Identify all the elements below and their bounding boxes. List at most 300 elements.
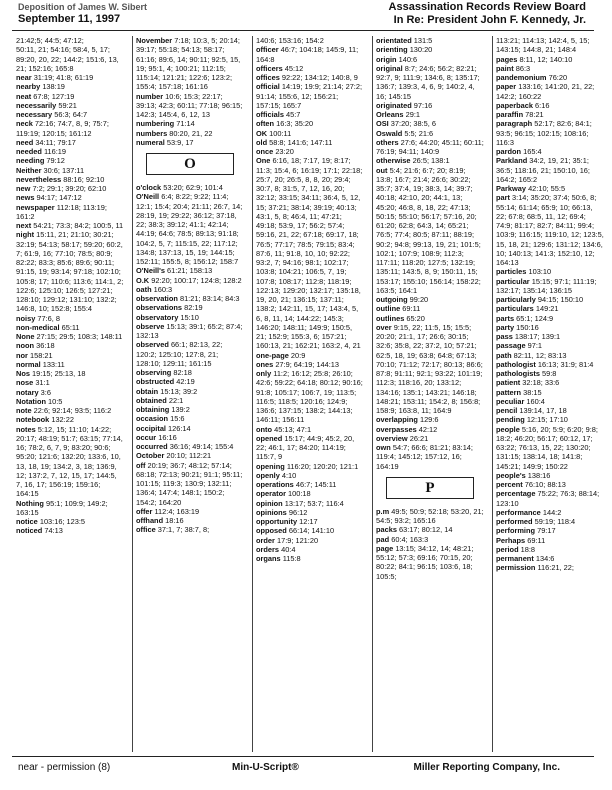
index-entry xyxy=(136,525,244,534)
index-word: O'Neill xyxy=(136,192,160,202)
index-entry xyxy=(256,73,364,82)
index-entry xyxy=(376,64,484,101)
index-entry xyxy=(496,119,604,147)
index-entry xyxy=(496,554,604,563)
index-entry xyxy=(496,314,604,323)
index-column-2 xyxy=(136,36,244,750)
page-line-refs: 97:16 xyxy=(413,100,433,110)
page-line-refs: 82:19 xyxy=(184,303,203,313)
index-word: opposed xyxy=(256,526,287,536)
index-word: noisy xyxy=(16,313,36,323)
index-word: particularly xyxy=(496,295,536,304)
page-line-refs: 65:1; 124:9 xyxy=(516,313,554,323)
index-word: packs xyxy=(376,525,397,535)
index-entry xyxy=(16,184,124,193)
page-line-refs: 7:2; 29:1; 39:20; 62:10 xyxy=(32,184,107,193)
index-word: note xyxy=(16,406,32,415)
index-entry xyxy=(376,507,484,526)
column-divider xyxy=(252,36,253,752)
page-line-refs: 14:19; 19:9; 21:14; 27:2; 91:14; 155:6, 12; 156:21; 157:15; 165:7 xyxy=(256,82,363,110)
page-line-refs: 130:20 xyxy=(409,45,433,55)
index-entry xyxy=(376,110,484,119)
page-line-refs: 63:17; 80:12, 14 xyxy=(399,525,453,535)
index-word: orienting xyxy=(376,45,408,55)
index-word: old xyxy=(256,137,268,147)
index-word: occipital xyxy=(136,423,166,433)
index-entry xyxy=(136,377,244,386)
page-line-refs: 16:13; 31:9; 81:4 xyxy=(537,359,594,369)
index-word: out xyxy=(376,165,388,175)
index-entry xyxy=(136,294,244,303)
index-entry xyxy=(376,425,484,434)
header-rule xyxy=(12,30,594,31)
page-line-refs: 7:18; 10:3, 5; 20:14; 39:17; 55:18; 54:13; 58:17; 61:16; 89:6, 14; 90:11; 92:5, 15, 19; 95:1, 4; 100:21; 112:15; 115:14; 121:21; 122:6; 123:2; 155:4; 157:18; 161:16 xyxy=(136,36,241,92)
index-word: obtain xyxy=(136,386,159,396)
page-line-refs: 15:15; 97:1; 111:19; 132:17; 135:14; 136:15 xyxy=(496,276,597,295)
page-line-refs: 8:11, 12; 140:10 xyxy=(519,54,573,64)
index-word: office xyxy=(136,525,156,535)
column-divider xyxy=(372,36,373,752)
index-word: outline xyxy=(376,304,401,314)
index-entry xyxy=(376,129,484,138)
index-word: Nothing xyxy=(16,498,44,508)
page-line-refs: 59:19; 118:4 xyxy=(534,517,576,526)
index-word: party xyxy=(496,322,515,332)
index-word: paraffin xyxy=(496,110,524,119)
index-entry xyxy=(496,397,604,406)
index-word: patient xyxy=(496,378,521,388)
index-word: officers xyxy=(256,63,283,73)
index-word: observatory xyxy=(136,312,179,322)
index-word: normal xyxy=(16,359,41,369)
page-line-refs: 6:4; 8:22; 9:22; 11:4; 12:1; 15:4; 20:4; 21:11; 26:7, 14; 28:19, 19; 29:22; 36:12; 37:18, 22; 38:3; 39:12; 41:1; 42:14; 44:19; 64:6; 78:5; 89:13; 91:18; 104:2, 5, 7; 115:15, 22; 117:12; 134:8; 137:13, 15, 19; 144:15; 152:11; 155:5, 8; 156:12; 158:7 xyxy=(136,192,243,266)
page-line-refs: 97:1 xyxy=(527,341,543,351)
footer-rule xyxy=(12,756,594,757)
page-line-refs: 66:1; 82:13, 22; 120:2; 125:10; 127:8, 21; 128:10; 129:11; 161:15 xyxy=(136,340,223,368)
index-entry xyxy=(496,406,604,415)
page-line-refs: 49:5; 50:9; 52:18; 53:20, 21; 54:5; 93:2; 165:16 xyxy=(376,506,484,525)
index-word: once xyxy=(256,147,274,156)
index-word: opinions xyxy=(256,507,287,517)
index-entry xyxy=(16,397,124,406)
index-entry xyxy=(256,536,364,545)
page-line-refs: 140:6 xyxy=(398,54,418,64)
index-entry xyxy=(376,535,484,544)
index-word: performance xyxy=(496,507,541,517)
index-entry xyxy=(256,462,364,471)
index-entry xyxy=(136,129,244,138)
page-line-refs: 34:11; 79:17 xyxy=(35,137,76,147)
page-line-refs: 26:5; 138:1 xyxy=(412,156,450,166)
index-entry xyxy=(256,471,364,480)
index-word: occasion xyxy=(136,414,169,424)
page-line-refs: 92:22; 134:12; 140:8, 9 xyxy=(281,73,358,82)
index-word: pandemonium xyxy=(496,73,547,82)
index-entry xyxy=(496,489,604,508)
column-divider xyxy=(132,36,133,752)
index-word: number xyxy=(136,91,164,101)
index-entry xyxy=(496,323,604,332)
index-word: order xyxy=(256,535,275,545)
page-line-refs: 53:20; 62:9; 101:4 xyxy=(163,183,223,192)
page-line-refs: 5:16, 20; 5:9; 6:20; 9:8; 18:2; 46:20; 56:17; 60:12, 17; 63:22; 76:13, 15, 22; 130:20; 131:15; 138:14, 18; 141:8; 145:21; 149:9; 150:22 xyxy=(496,424,598,471)
software-brand: Min-U-Script® xyxy=(232,762,299,773)
index-word: obstructed xyxy=(136,377,175,387)
index-word: pattern xyxy=(496,387,522,397)
page-line-refs: 75:22; 76:3; 88:14; 123:10 xyxy=(496,489,600,508)
page-line-refs: 160:3 xyxy=(153,284,173,294)
page-line-refs: 27:6; 44:20; 45:11; 60:11; 76:19; 94:11; 140:9 xyxy=(376,137,484,156)
index-word: necessary xyxy=(16,110,53,119)
page-line-refs: 160:4 xyxy=(526,396,545,406)
index-word: observations xyxy=(136,303,183,313)
index-entry xyxy=(496,471,604,480)
index-word: overpasses xyxy=(376,424,417,434)
index-entry xyxy=(16,351,124,360)
page-line-refs: 31:19; 41:8; 61:19 xyxy=(33,73,94,82)
index-entry xyxy=(16,499,124,518)
page-line-refs: 138:17; 139:1 xyxy=(514,332,561,341)
column-divider xyxy=(492,36,493,752)
index-entry xyxy=(496,156,604,184)
index-word: offices xyxy=(256,73,280,82)
index-entry xyxy=(496,369,604,378)
page-line-refs: 134:6 xyxy=(535,554,555,563)
index-entry xyxy=(376,55,484,64)
index-word: originated xyxy=(376,100,412,110)
index-word: nearby xyxy=(16,82,41,92)
index-entry xyxy=(136,138,244,147)
page-line-refs: 112:4; 163:19 xyxy=(154,506,200,516)
index-word: None xyxy=(16,332,35,341)
page-line-refs: 36:18 xyxy=(36,341,55,351)
index-word: nevertheless xyxy=(16,174,62,184)
index-entry xyxy=(136,119,244,128)
index-word: particulars xyxy=(496,304,534,314)
index-entry xyxy=(16,45,124,73)
index-word: original xyxy=(376,63,403,73)
index-word: numeral xyxy=(136,137,165,147)
index-entry xyxy=(256,360,364,369)
page-line-refs: 133:16; 141:20, 21, 22; 142:2; 160:22 xyxy=(496,82,595,101)
index-entry xyxy=(496,480,604,489)
index-entry xyxy=(16,147,124,156)
index-word: needed xyxy=(16,147,42,156)
page-line-refs: 76:10; 88:13 xyxy=(524,480,566,489)
index-entry xyxy=(496,295,604,304)
index-entry xyxy=(256,64,364,73)
index-word: necessarily xyxy=(16,100,57,110)
index-word: November xyxy=(136,36,173,45)
page-line-refs: 103:10 xyxy=(528,267,552,277)
index-entry xyxy=(136,285,244,294)
page-line-refs: 76:20 xyxy=(548,73,568,82)
index-entry xyxy=(256,369,364,425)
page-line-refs: 94:15; 150:10 xyxy=(537,295,584,304)
index-entry xyxy=(136,368,244,377)
page-line-refs: 18:8 xyxy=(520,544,536,554)
index-word: over xyxy=(376,322,392,332)
page-line-refs: 86:3 xyxy=(515,63,531,73)
index-entry xyxy=(256,489,364,498)
index-entry xyxy=(16,73,124,82)
index-word: page xyxy=(376,543,394,553)
page-line-refs: 30:6; 137:11 xyxy=(43,165,85,175)
index-entry xyxy=(496,82,604,101)
index-entry xyxy=(496,508,604,517)
index-word: pad xyxy=(376,534,390,544)
index-word: openly xyxy=(256,470,280,480)
index-entry xyxy=(496,184,604,193)
index-word: pass xyxy=(496,332,513,341)
index-word: noticed xyxy=(16,526,43,536)
index-word: permanent xyxy=(496,554,534,563)
page-line-refs: 23:20 xyxy=(275,147,294,156)
deposition-date: September 11, 1997 xyxy=(18,13,121,25)
page-line-refs: 15:6 xyxy=(170,414,185,424)
page-line-refs: 61:21; 158:13 xyxy=(167,266,213,276)
page-line-refs: 37:20; 38:5, 6 xyxy=(390,119,436,129)
index-entry xyxy=(496,110,604,119)
index-entry xyxy=(256,425,364,434)
page-line-refs: 53:9, 17 xyxy=(166,137,194,147)
page-line-refs: 144:2 xyxy=(542,507,562,517)
page-line-refs: 69:11 xyxy=(402,304,421,314)
page-line-refs: 3:6 xyxy=(40,387,51,397)
index-entry xyxy=(16,203,124,222)
index-word: offer xyxy=(136,506,153,516)
page-line-refs: 158:21 xyxy=(29,350,53,360)
page-line-refs: 9:15, 22; 11:5, 15; 15:5; 20:20; 21:1, 17; 26:6; 30:15; 32:6; 35:8, 22; 37:2, 10; 57:21; 62:5, 18, 19; 63:8; 64:8; 67:13; 70:10; 71:12; 72:17; 80:13; 86:6; 87:8; 91:11; 92:1; 93:22; 101:19; 112:3; 118:16, 20; 133:12; 134:16; 135:1; 143:21; 146:18; 148:21; 153:11; 154:2, 8; 156:8; 158:9; 163:8, 11; 164:9 xyxy=(376,322,483,415)
index-word: neck xyxy=(16,119,33,129)
index-entry xyxy=(496,101,604,110)
index-word: paint xyxy=(496,63,514,73)
index-column-5 xyxy=(496,36,604,750)
index-entry xyxy=(16,314,124,323)
index-entry xyxy=(136,266,244,275)
index-entry xyxy=(16,110,124,119)
index-entry xyxy=(256,526,364,535)
index-entry xyxy=(16,166,124,175)
index-word: parts xyxy=(496,313,515,323)
index-word: particular xyxy=(496,276,530,286)
page-line-refs: 79:17 xyxy=(537,526,556,536)
index-column-4 xyxy=(376,36,484,750)
index-word: opening xyxy=(256,461,285,471)
page-line-refs: 8:7; 24:6; 56:2; 82:21; 92:7, 9; 111:9; 134:6, 8; 135:17; 136:7; 139:3, 4, 6, 9; 140:2, 4, 16; 145:15 xyxy=(376,63,480,101)
index-word: Perhaps xyxy=(496,535,526,545)
index-word: opened xyxy=(256,433,283,443)
page-line-refs: 54:21; 73:3; 84:2; 100:5, 11 xyxy=(33,221,124,230)
index-word: near xyxy=(16,73,32,82)
index-word: pathologist xyxy=(496,359,536,369)
page-line-refs: 60:4; 163:3 xyxy=(391,534,429,544)
index-entry xyxy=(16,119,124,138)
page-line-refs: 69:11 xyxy=(527,535,546,545)
page-line-refs: 132:22 xyxy=(51,415,74,425)
index-word: night xyxy=(16,230,35,240)
page-line-refs: 92:20; 100:17; 124:8; 128:2 xyxy=(151,275,242,285)
page-line-refs: 113:21; 114:13; 142:4, 5, 15; 143:15; 144:8, 21; 148:4 xyxy=(496,36,590,55)
index-entry xyxy=(496,388,604,397)
page-line-refs: 165:4 xyxy=(523,147,542,156)
index-entry xyxy=(16,369,124,378)
index-entry xyxy=(376,45,484,54)
index-entry xyxy=(16,323,124,332)
page-line-refs: 22:1 xyxy=(168,395,184,405)
page-line-refs: 100:11 xyxy=(269,128,292,138)
index-word: Notation xyxy=(16,396,46,406)
index-entry xyxy=(496,64,604,73)
index-entry xyxy=(256,480,364,489)
index-word: need xyxy=(16,137,34,147)
index-entry xyxy=(16,92,124,101)
index-column-3 xyxy=(256,36,364,750)
page-line-refs: 18:16 xyxy=(165,516,184,525)
page-line-refs: 4:10 xyxy=(281,470,297,480)
page-line-refs: 17:9; 121:20 xyxy=(276,535,319,545)
index-word: otherwise xyxy=(376,156,411,166)
index-word: needing xyxy=(16,156,45,166)
index-entry xyxy=(136,192,244,266)
page-line-refs: 5:5; 21:6 xyxy=(404,128,434,138)
index-entry xyxy=(256,45,364,64)
page-line-refs: 116:21, 22; xyxy=(537,563,574,573)
page-line-refs: 139:2 xyxy=(171,405,190,414)
index-word: opinion xyxy=(256,498,283,508)
page-line-refs: 37:1, 7; 38:7, 8; xyxy=(157,525,210,535)
index-word: Orleans xyxy=(376,110,404,119)
index-entry xyxy=(256,129,364,138)
index-entry xyxy=(376,544,484,581)
page-line-refs: 50:11, 21; 54:16; 58:4, 5, 17; 89:20, 20, 22; 144:2; 151:6, 13, 21; 152:16; 165:8 xyxy=(16,45,119,73)
page-line-refs: 79:12 xyxy=(46,156,65,166)
page-line-refs: 15:10 xyxy=(180,312,199,322)
index-word: observing xyxy=(136,368,172,377)
index-word: overview xyxy=(376,433,408,443)
page-line-refs: 11:2; 16:12; 25:8; 26:10; 42:6; 59:22; 64:18; 80:12; 90:16; 91:8; 105:17; 106:7, 19; 113:5; 116:5; 118:5; 120:16; 124:9; 136:6; 137:15; 138:2; 144:13; 146:11; 156:11 xyxy=(256,369,363,425)
index-entry xyxy=(16,388,124,397)
index-word: o'clock xyxy=(136,183,162,192)
page-line-refs: 46:7; 104:18; 145:9, 11; 164:8 xyxy=(256,45,359,64)
index-entry xyxy=(136,396,244,405)
page-line-refs: 94:17; 147:12 xyxy=(36,193,82,203)
index-word: notes xyxy=(16,424,36,434)
page-line-refs: 56:3; 64:7 xyxy=(54,110,88,119)
page-line-refs: 88:16; 92:10 xyxy=(63,174,105,184)
page-line-refs: 16:16 xyxy=(158,432,177,442)
page-line-refs: 13:17; 53:7; 116:4 xyxy=(284,498,344,508)
index-entry xyxy=(16,36,124,45)
case-title: In Re: President John F. Kennedy, Jr. xyxy=(393,14,586,26)
index-word: Nos xyxy=(16,369,30,378)
index-entry xyxy=(136,451,244,460)
index-word: numbers xyxy=(136,128,168,138)
page-line-refs: 54:7; 66:6; 81:21; 83:14; 119:4; 145:12; 157:12, 16; 164:19 xyxy=(376,443,473,471)
page-line-refs: 12:15; 17:10 xyxy=(526,415,568,425)
index-word: observed xyxy=(136,340,169,350)
index-entry xyxy=(136,340,244,368)
index-entry xyxy=(376,304,484,313)
index-word: operations xyxy=(256,480,294,489)
index-entry xyxy=(16,138,124,147)
index-entry xyxy=(136,516,244,525)
index-entry xyxy=(496,341,604,350)
index-entry xyxy=(496,73,604,82)
index-word: observation xyxy=(136,294,178,303)
index-word: OK xyxy=(256,128,268,138)
index-entry xyxy=(496,55,604,64)
page-line-refs: 99:20 xyxy=(409,295,429,304)
page-line-refs: 10:6; 15:3; 22:17; 39:13; 42:3; 60:11; 77:18; 96:15; 142:3; 145:4, 6, 12, 13 xyxy=(136,91,243,119)
page-line-refs: 42:19 xyxy=(176,377,195,387)
index-entry xyxy=(16,230,124,313)
page-line-refs: 40:4 xyxy=(281,544,296,554)
index-word: Neither xyxy=(16,165,42,175)
index-entry xyxy=(496,351,604,360)
page-line-refs: 65:11 xyxy=(61,322,80,332)
page-line-refs: 42:10; 55:5 xyxy=(528,184,566,193)
page-line-refs: 80:20, 21, 22 xyxy=(169,128,213,138)
index-entry xyxy=(136,433,244,442)
index-entry xyxy=(16,378,124,387)
page-line-refs: 138:16 xyxy=(527,470,551,480)
index-entry xyxy=(16,193,124,202)
index-entry xyxy=(256,147,364,156)
index-word: one-page xyxy=(256,350,289,360)
page-line-refs: 131:5 xyxy=(413,36,433,45)
index-entry xyxy=(136,405,244,414)
page-line-refs: 129:6 xyxy=(419,415,439,425)
index-word: notice xyxy=(16,517,38,526)
index-word: pages xyxy=(496,54,518,64)
page-line-refs: 5:12, 15; 11:10; 14:22; 20:17; 48:19; 51:7; 63:15; 77:14, 16; 78:2, 6, 7, 9; 83:20; 90:6; 95:20; 121:6; 132:20; 133:6, 10, 13, 18, 19; 134:2, 3, 18; 136:9, 12; 137:2, 7, 12, 15, 17; 144:5, 7, 16, 17; 156:19; 159:16; 164:15 xyxy=(16,424,123,499)
page-line-refs: 150:16 xyxy=(516,322,539,332)
index-word: officials xyxy=(256,110,284,119)
index-word: often xyxy=(256,119,275,129)
deponent-line: Deposition of James W. Sibert xyxy=(18,2,148,12)
index-entry xyxy=(136,461,244,507)
index-word: onto xyxy=(256,424,273,434)
index-entry xyxy=(16,425,124,499)
index-word: origin xyxy=(376,54,397,64)
index-entry xyxy=(376,443,484,471)
index-column-1 xyxy=(16,36,124,750)
index-entry xyxy=(16,82,124,91)
index-word: offhand xyxy=(136,516,164,525)
index-entry xyxy=(16,406,124,415)
index-entry xyxy=(16,156,124,165)
index-entry xyxy=(496,147,604,156)
index-word: obtaining xyxy=(136,405,170,414)
index-word: pencil xyxy=(496,406,518,415)
index-word: outlines xyxy=(376,313,405,323)
page-line-refs: 100:18 xyxy=(288,489,311,499)
page-line-refs: 67:8; 127:19 xyxy=(33,91,75,101)
page-line-refs: 103:16; 123:5 xyxy=(39,517,86,526)
index-word: paperback xyxy=(496,100,533,110)
index-word: organs xyxy=(256,554,281,563)
page-line-refs: 133:11 xyxy=(42,359,65,369)
index-word: outgoing xyxy=(376,295,408,304)
page-line-refs: 10:5 xyxy=(48,396,63,406)
index-word: notebook xyxy=(16,415,50,425)
index-entry xyxy=(136,424,244,433)
index-entry xyxy=(136,387,244,396)
index-word: non-medical xyxy=(16,322,60,332)
index-word: percent xyxy=(496,480,523,489)
page-line-refs: 140:6; 153:16; 154:2 xyxy=(256,36,324,45)
